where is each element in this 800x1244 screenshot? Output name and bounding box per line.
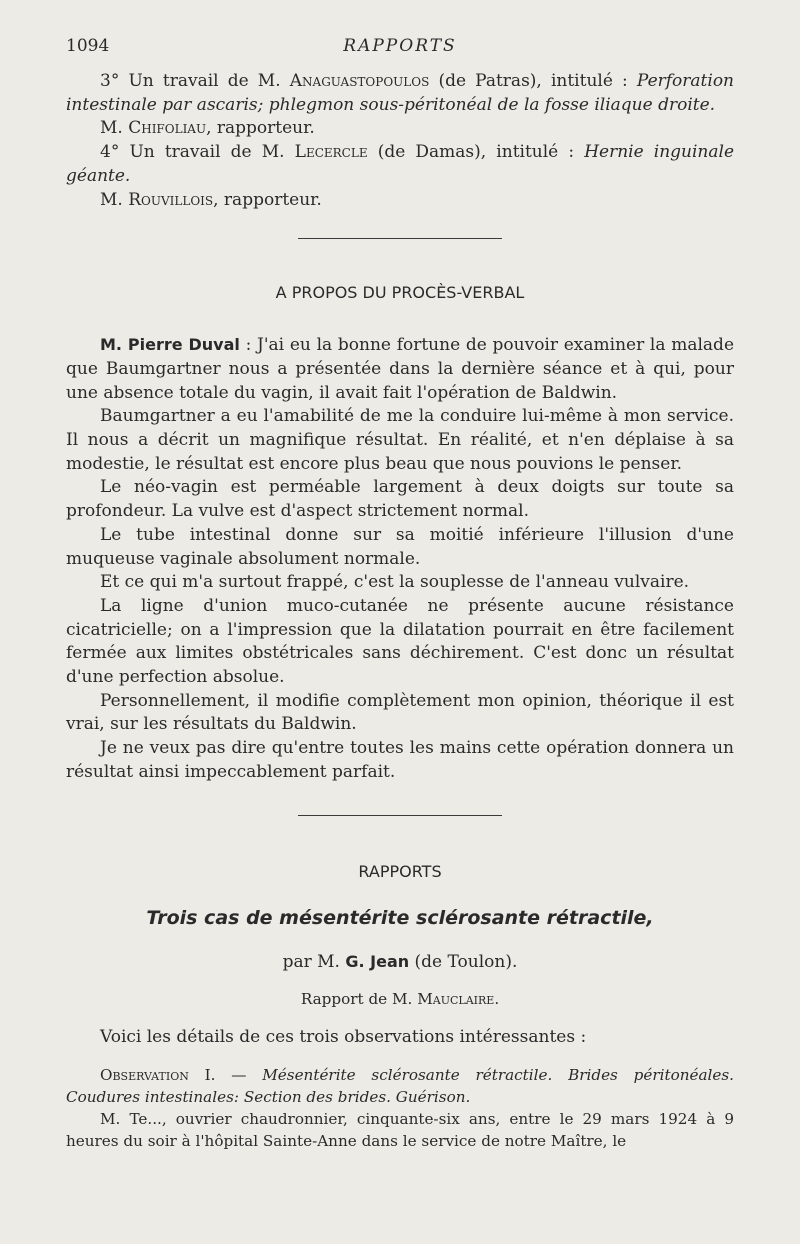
byline: par M. G. Jean (de Toulon). [282,951,518,972]
section-heading: A PROPOS DU PROCÈS-VERBAL [275,283,525,303]
lead-paragraph: Voici les détails de ces trois observations intéressantes : [100,1027,587,1048]
author-name: G. Jean [345,951,410,971]
article-title: Trois cas de mésentérite sclérosante rétractile, [146,906,654,929]
rapporteur-4: M. Rouvillois, rapporteur. [100,189,322,210]
rapport-line: Rapport de M. Mauclaire. [300,990,500,1009]
paragraph: Je ne veux pas dire qu'entre toutes les mains cette opération donnera un résultat ainsi impeccablement parfait. [66,738,734,782]
running-title: RAPPORTS [343,36,457,56]
paragraph: La ligne d'union muco-cutanée ne présente aucune résistance cicatricielle; on a l'impression que la dilatation pourrait en être facilement fermée aux limites obstétricales sans déchirement. C'est donc un résultat d'une perfection absolue. [66,595,734,688]
rapporteur-3: M. Chifoliau, rapporteur. [100,118,315,139]
work-title: Hernie inguinale géante. [66,142,735,186]
work-title: Perforation intestinale par ascaris; phlegmon sous-péritonéal de la fosse iliaque droite. [66,71,735,115]
paragraph: Le tube intestinal donne sur sa moitié inférieure l'illusion d'une muqueuse vaginale absolument normale. [66,524,734,569]
paragraph: Personnellement, il modifie complètement mon opinion, théorique il est vrai, sur les résultats du Baldwin. [66,690,734,735]
page-number: 1094 [66,36,110,56]
paragraph: Et ce qui m'a surtout frappé, c'est la souplesse de l'anneau vulvaire. [100,572,690,593]
section-heading: RAPPORTS [358,861,442,881]
paragraph: M. Te..., ouvrier chaudronnier, cinquante-six ans, entre le 29 mars 1924 à 9 heures du soir à l'hôpital Sainte-Anne dans le service de notre Maître, le [66,1109,734,1150]
author-name: Anaguastopoulos [289,71,430,91]
paragraph: M. Pierre Duval : J'ai eu la bonne fortune de pouvoir examiner la malade que Baumgartner nous a présentée dans la dernière séance et à qui, pour une absence totale du vagin, il avait fait l'opération de Baldwin. [66,335,735,403]
text-column [66,70,734,1152]
running-header [66,36,734,60]
observation-heading: Observation I. — Mésentérite sclérosante rétractile. Brides péritonéales. Coudures intestinales: Section des brides. Guérison. [66,1065,734,1106]
paragraph: Le néo-vagin est perméable largement à deux doigts sur toute sa profondeur. La vulve est d'aspect strictement normal. [66,477,734,522]
item-4: 4° Un travail de M. Lecercle (de Damas), intitulé : Hernie inguinale géante. [66,142,735,186]
author-name: Lecercle [294,142,368,163]
paragraph: Baumgartner a eu l'amabilité de me la conduire lui-même à mon service. Il nous a décrit un magnifique résultat. En réalité, et n'en déplaise à sa modestie, le résultat est encore plus beau que nous pouvions le penser. [66,406,734,474]
speaker-name: M. Pierre Duval [100,335,240,355]
item-3: 3° Un travail de M. Anaguastopoulos (de Patras), intitulé : Perforation intestinale par ascaris; phlegmon sous-péritonéal de la fosse iliaque droite. [66,71,735,115]
